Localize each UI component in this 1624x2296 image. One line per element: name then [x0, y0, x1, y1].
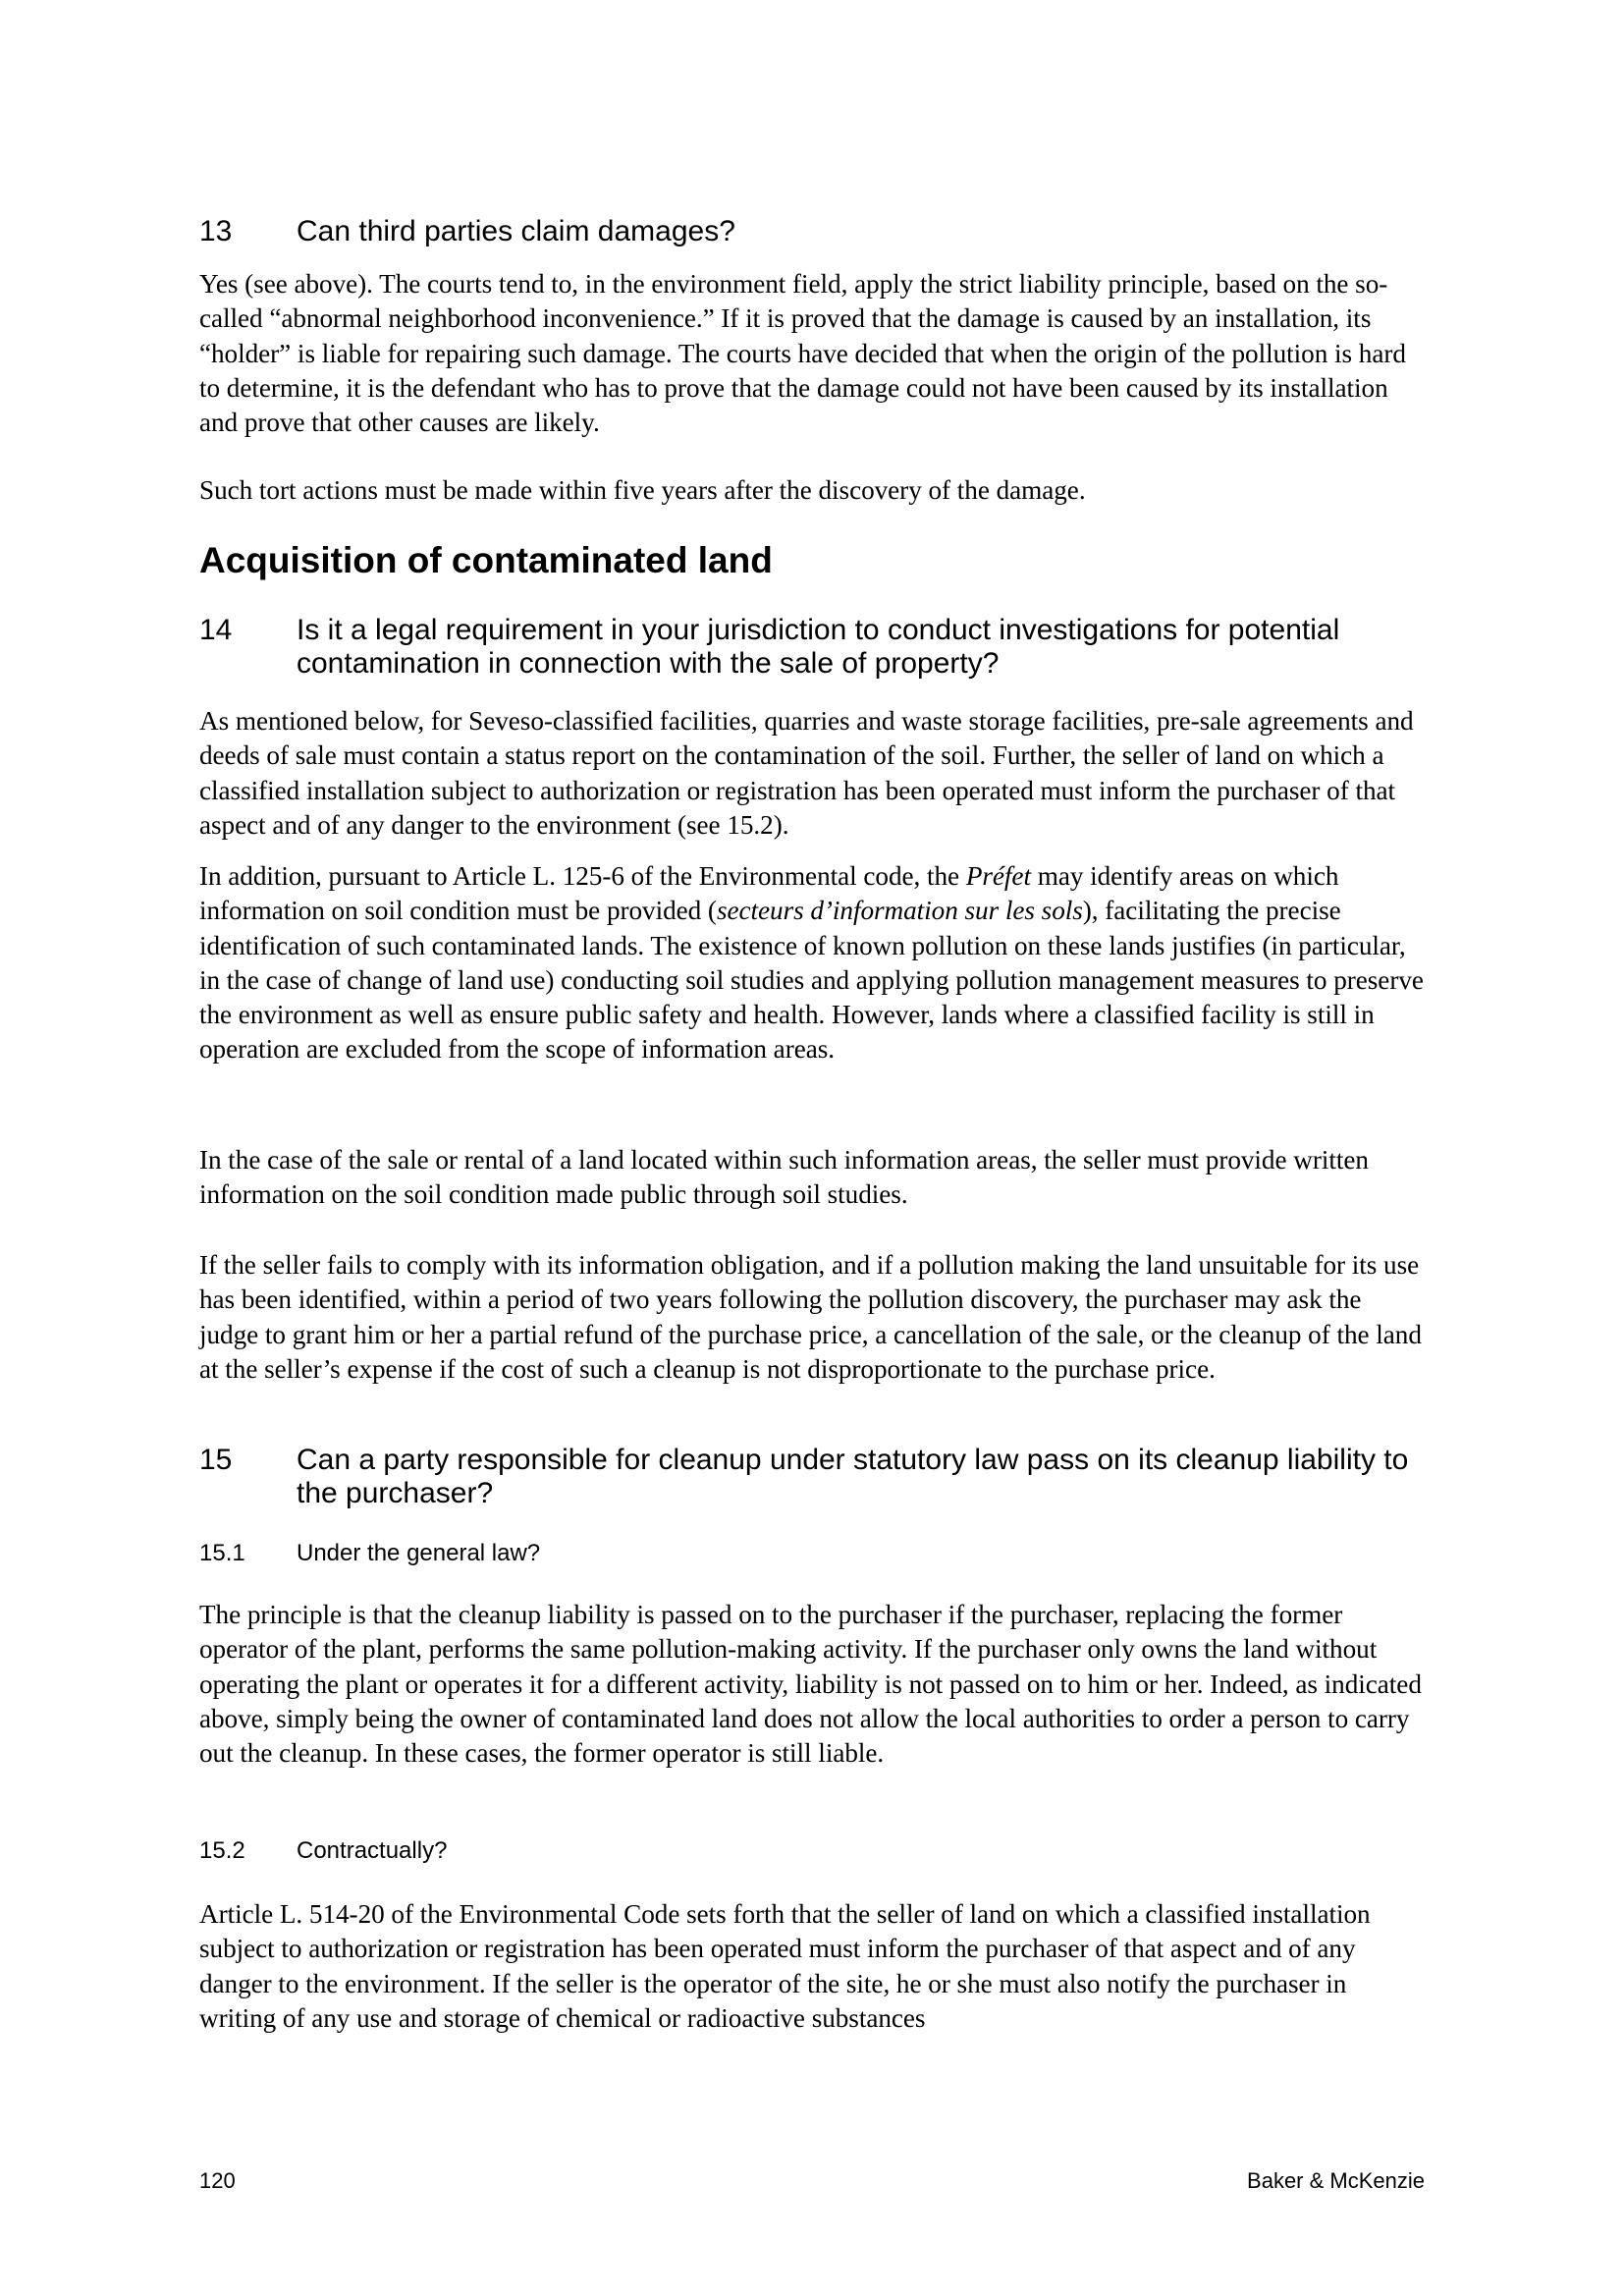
- question-15-heading: [199, 1444, 1427, 1510]
- page-footer: [199, 2166, 1425, 2196]
- italic-term: secteurs d’information sur les sols: [716, 896, 1083, 926]
- publisher-name: Baker & McKenzie: [1247, 2168, 1425, 2193]
- subsection-number: 15.1: [199, 1540, 245, 1566]
- paragraph: [199, 859, 1427, 1067]
- question-14-heading: [199, 614, 1427, 681]
- text-run: may identify areas on which information on soil condition must be provided (: [199, 861, 1339, 926]
- subsection-number: 15.2: [199, 1837, 245, 1864]
- subsection-title: Under the general law?: [297, 1540, 541, 1566]
- paragraph: As mentioned below, for Seveso-classified facilities, quarries and waste storage facilities, pre-sale agreements and deeds of sale must contain a status report on the contamination of the soil. Further, the seller of land on which a classified installation subject to authorization or registration has been operated must inform the purchaser of that aspect and of any danger to the environment (see 15.2).: [199, 706, 1414, 840]
- paragraph: If the seller fails to comply with its information obligation, and if a pollution making the land unsuitable for its use has been identified, within a period of two years following the pollution discovery, the purchaser may ask the judge to grant him or her a partial refund of the purchase price, a cancellation of the sale, or the cleanup of the land at the seller’s expense if the cost of such a cleanup is not disproportionate to the purchase price.: [199, 1250, 1422, 1384]
- text-run: ), facilitating the precise identification of such contaminated lands. The existence of known pollution on these lands justifies (in particular, in the case of change of land use) conducting soil studies and applying pollution management measures to preserve the environment as well as ensure public safety and health. However, lands where a classified facility is still in operation are excluded from the scope of information areas.: [199, 896, 1424, 1065]
- paragraph: In the case of the sale or rental of a land located within such information areas, the seller must provide written information on the soil condition made public through soil studies.: [199, 1145, 1369, 1210]
- question-13-heading: [199, 215, 1427, 248]
- question-number: 13: [199, 215, 233, 247]
- paragraph: Article L. 514-20 of the Environmental Code sets forth that the seller of land on which a classified installation subject to authorization or registration has been operated must inform the purchaser of that aspect and of any danger to the environment. If the seller is the operator of the site, he or she must also notify the purchaser in writing of any use and storage of chemical or radioactive substances: [199, 1899, 1371, 2033]
- italic-term: Préfet: [965, 861, 1031, 891]
- paragraph: Such tort actions must be made within five years after the discovery of the damage.: [199, 475, 1086, 505]
- text-run: In addition, pursuant to Article L. 125-6 of the Environmental code, the: [199, 861, 966, 891]
- subsection-15-1-heading: [199, 1539, 1427, 1568]
- question-title: Can third parties claim damages?: [297, 215, 735, 247]
- question-title: Can a party responsible for cleanup under statutory law pass on its cleanup liability to the purchaser?: [297, 1444, 1409, 1509]
- question-number: 14: [199, 614, 233, 646]
- subsection-15-2-heading: [199, 1836, 1427, 1866]
- page-number: 120: [199, 2168, 236, 2193]
- paragraph: Yes (see above). The courts tend to, in the environment field, apply the strict liability principle, based on the so-called “abnormal neighborhood inconvenience.” If it is proved that the damage is caused by an installation, its “holder” is liable for repairing such damage. The courts have decided that when the origin of the pollution is hard to determine, it is the defendant who has to prove that the damage could not have been caused by its installation and prove that other causes are likely.: [199, 269, 1406, 438]
- paragraph: The principle is that the cleanup liability is passed on to the purchaser if the purchaser, replacing the former operator of the plant, performs the same pollution-making activity. If the purchaser only owns the land without operating the plant or operates it for a different activity, liability is not passed on to him or her. Indeed, as indicated above, simply being the owner of contaminated land does not allow the local authorities to order a person to carry out the cleanup. In these cases, the former operator is still liable.: [199, 1600, 1422, 1769]
- section-title: Acquisition of contaminated land: [199, 540, 773, 580]
- question-title: Is it a legal requirement in your jurisdiction to conduct investigations for potential contamination in connection with the sale of property?: [297, 614, 1340, 680]
- subsection-title: Contractually?: [297, 1837, 448, 1864]
- question-number: 15: [199, 1444, 233, 1476]
